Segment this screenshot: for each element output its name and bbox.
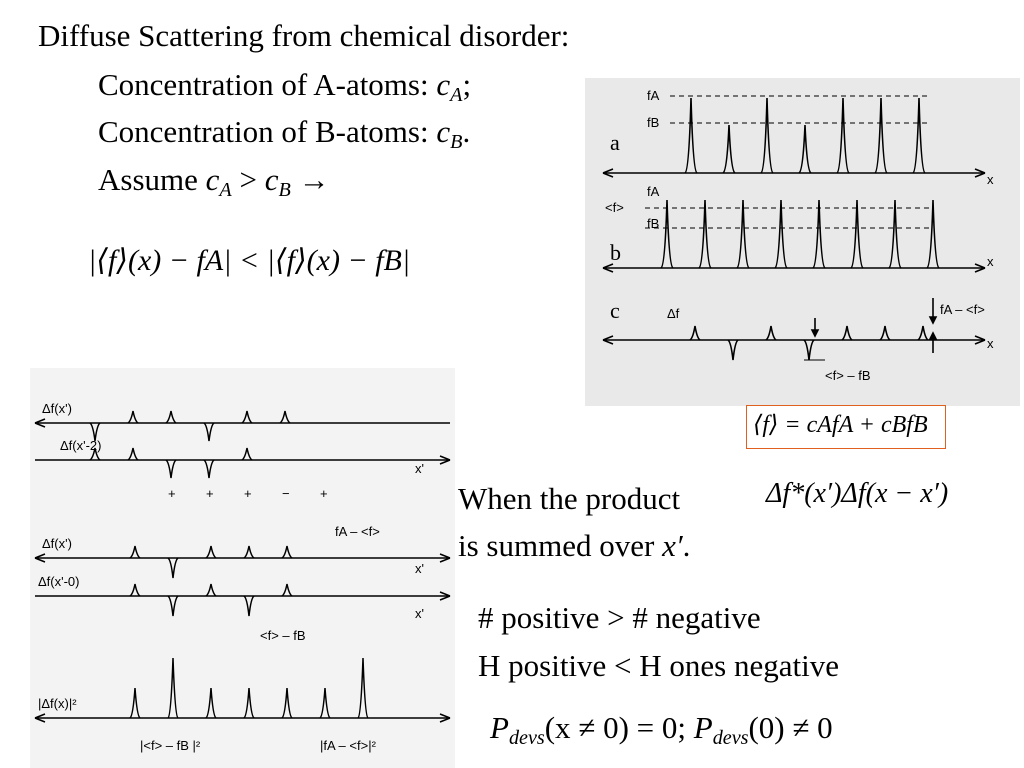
row-label-c: c [610,298,620,323]
mean-label-b: <f> [605,200,624,215]
row2-label: Δf(x'-2) [60,438,102,453]
f-minus-fB-left: <f> – fB [260,628,306,643]
mean-formula: ⟨f⟩ = cAfA + cBfB [753,412,928,438]
fA-label-a: fA [647,88,660,103]
height-comparison-line: H positive < H ones negative [478,648,839,683]
when-product-text: When the product [458,481,681,516]
fA-minus-f-label: fA – <f> [940,302,985,317]
row4-label: Δf(x'-0) [38,574,80,589]
summed-over-line: is summed over x′. [458,528,691,563]
sign-5: + [320,486,328,501]
assume-line: Assume $c_A > c_B$ → [98,162,330,202]
scattering-figure-left [30,368,455,768]
positive-count-line: # positive > # negative [478,600,761,635]
sign-1: + [168,486,176,501]
x-axis-c: x [987,336,994,351]
x-axis-b: x [987,254,994,269]
slide-title: Diffuse Scattering from chemical disorder: [38,18,570,53]
scattering-figure-right [585,78,1020,406]
row1-label: Δf(x') [42,401,72,416]
row-label-a: a [610,130,620,155]
bottom-right-label: |fA – <f>|² [320,738,376,753]
product-expression: Δf*(x′)Δf(x − x′) [766,478,949,509]
sign-3: + [244,486,252,501]
x-prime-2: x' [415,561,424,576]
row-label-b: b [610,240,621,265]
row3-label: Δf(x') [42,536,72,551]
fB-label-b: fB [647,216,660,231]
concentration-b-line: Concentration of B-atoms: $c_B$. [98,114,471,154]
bottom-left-label: |<f> – fB |² [140,738,201,753]
concentration-a-line: Concentration of A-atoms: $c_A$; [98,67,472,107]
sign-4: − [282,486,290,501]
delta-f-label: Δf [667,306,680,321]
pdevs-line: $P_{devs}(x \ne 0) = 0$; $P_{devs}(0) \ne 0$ [490,710,833,750]
x-prime-1: x' [415,461,424,476]
fA-label-b: fA [647,184,660,199]
x-prime-3: x' [415,606,424,621]
mean-formula-box [746,405,946,449]
x-axis-a: x [987,172,994,187]
f-minus-fB-label: <f> – fB [825,368,871,383]
sign-2: + [206,486,214,501]
fB-label-a: fB [647,115,660,130]
inequality-equation: |⟨f⟩(x) − fA| < |⟨f⟩(x) − fB| [88,244,411,277]
fA-minus-f-left: fA – <f> [335,524,380,539]
row5-label: |Δf(x)|² [38,696,77,711]
